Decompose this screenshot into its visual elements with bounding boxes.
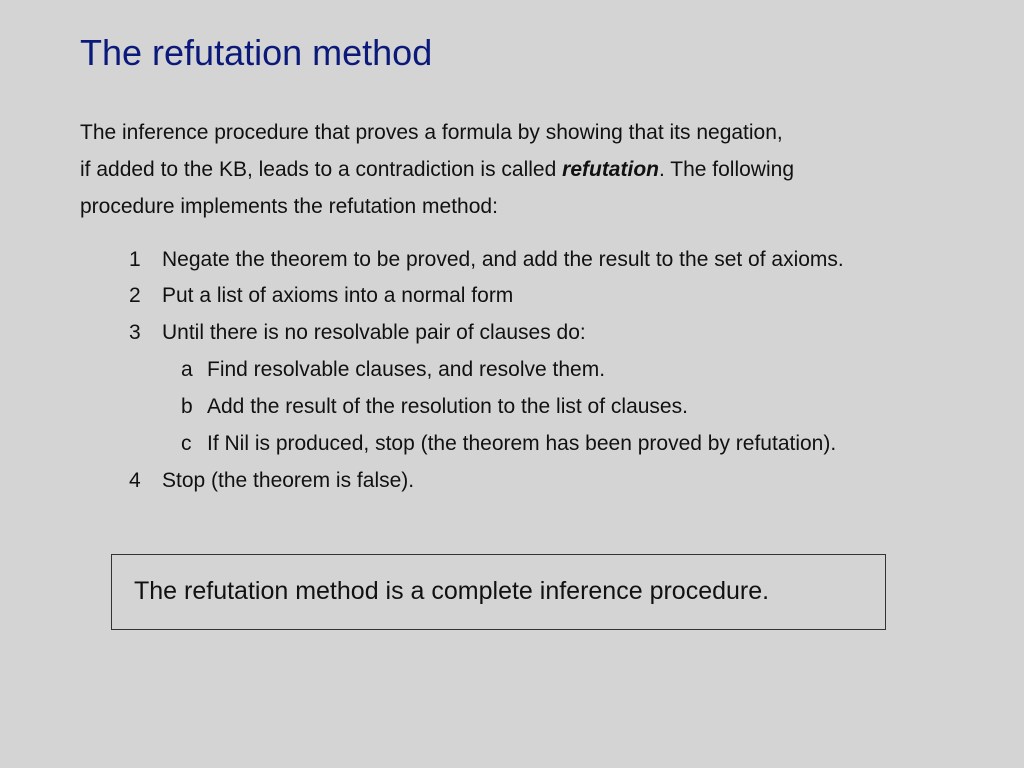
page-title: The refutation method <box>80 32 433 73</box>
substep-letter: c <box>181 432 192 455</box>
intro-line-2-start: if added to the KB, leads to a contradiction is called <box>80 158 563 181</box>
step-number: 1 <box>129 248 141 271</box>
list-item <box>0 465 1024 496</box>
callout-text: The refutation method is a complete inference procedure. <box>134 577 770 605</box>
substep-letter: b <box>181 395 193 418</box>
procedure-steps <box>0 244 1024 496</box>
step-text: Stop (the theorem is false). <box>162 469 415 492</box>
list-item <box>0 280 1024 311</box>
substep-text: Find resolvable clauses, and resolve them. <box>207 358 606 381</box>
step-number: 4 <box>129 469 141 492</box>
list-item <box>0 317 1024 348</box>
list-item <box>0 244 1024 275</box>
callout-box <box>111 554 886 630</box>
intro-line-3: procedure implements the refutation method: <box>80 195 498 218</box>
sub-list-item <box>0 428 1024 459</box>
intro-paragraph <box>80 114 980 225</box>
step-number: 3 <box>129 321 141 344</box>
sub-list-item <box>0 391 1024 422</box>
intro-line-1: The inference procedure that proves a formula by showing that its negation, <box>80 121 783 144</box>
sub-list-item <box>0 354 1024 385</box>
intro-line-2-end: . The following <box>658 158 794 181</box>
substep-text: If Nil is produced, stop (the theorem has been proved by refutation). <box>207 432 837 455</box>
step-text: Negate the theorem to be proved, and add the result to the set of axioms. <box>162 248 844 271</box>
substep-letter: a <box>181 358 193 381</box>
step-text: Until there is no resolvable pair of clauses do: <box>162 321 586 344</box>
intro-emphasis: refutation <box>562 158 659 181</box>
step-number: 2 <box>129 284 141 307</box>
substep-text: Add the result of the resolution to the list of clauses. <box>207 395 688 418</box>
step-text: Put a list of axioms into a normal form <box>162 284 514 307</box>
